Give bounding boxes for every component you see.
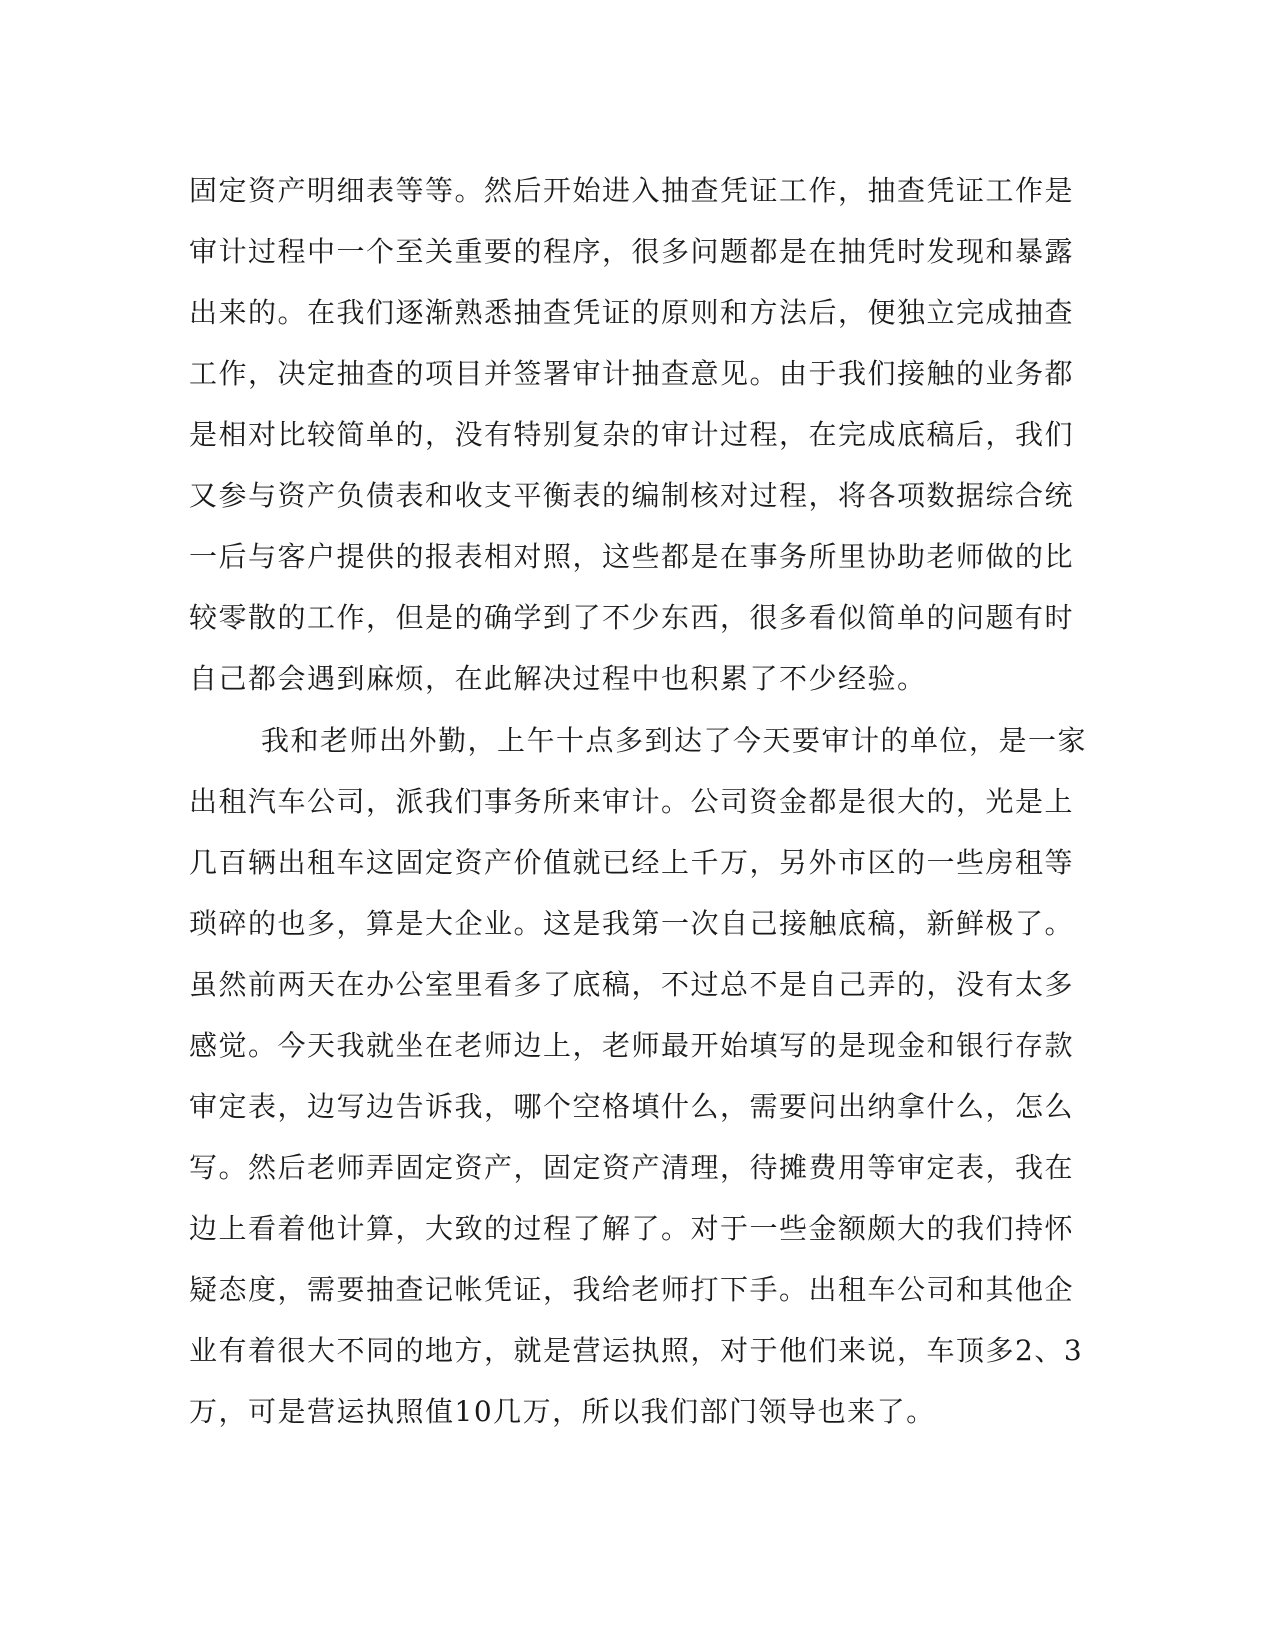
text-line: 感觉。今天我就坐在老师边上，老师最开始填写的是现金和银行存款 <box>189 1029 1075 1062</box>
text-line: 出租汽车公司，派我们事务所来审计。公司资金都是很大的，光是上 <box>189 785 1075 818</box>
text-line: 虽然前两天在办公室里看多了底稿，不过总不是自己弄的，没有太多 <box>189 968 1075 1001</box>
text-line-indented: 我和老师出外勤，上午十点多到达了今天要审计的单位，是一家 <box>261 724 1088 757</box>
text-line: 审定表，边写边告诉我，哪个空格填什么，需要问出纳拿什么，怎么 <box>189 1090 1075 1123</box>
text-line: 一后与客户提供的报表相对照，这些都是在事务所里协助老师做的比 <box>189 540 1075 573</box>
paragraph-1 <box>189 160 1075 709</box>
text-line: 自己都会遇到麻烦，在此解决过程中也积累了不少经验。 <box>189 662 927 695</box>
text-line: 几百辆出租车这固定资产价值就已经上千万，另外市区的一些房租等 <box>189 846 1075 879</box>
text-line: 写。然后老师弄固定资产，固定资产清理，待摊费用等审定表，我在 <box>189 1151 1075 1184</box>
text-line: 又参与资产负债表和收支平衡表的编制核对过程，将各项数据综合统 <box>189 479 1075 512</box>
text-line: 是相对比较简单的，没有特别复杂的审计过程，在完成底稿后，我们 <box>189 418 1075 451</box>
text-line: 工作，决定抽查的项目并签署审计抽查意见。由于我们接触的业务都 <box>189 357 1075 390</box>
text-line: 疑态度，需要抽查记帐凭证，我给老师打下手。出租车公司和其他企 <box>189 1273 1075 1306</box>
text-line: 较零散的工作，但是的确学到了不少东西，很多看似简单的问题有时 <box>189 601 1075 634</box>
text-line: 边上看着他计算，大致的过程了解了。对于一些金额颇大的我们持怀 <box>189 1212 1075 1245</box>
text-line: 固定资产明细表等等。然后开始进入抽查凭证工作，抽查凭证工作是 <box>189 174 1075 207</box>
text-line: 出来的。在我们逐渐熟悉抽查凭证的原则和方法后，便独立完成抽查 <box>189 296 1075 329</box>
text-line: 万，可是营运执照值10几万，所以我们部门领导也来了。 <box>189 1395 936 1428</box>
text-line: 审计过程中一个至关重要的程序，很多问题都是在抽凭时发现和暴露 <box>189 235 1075 268</box>
text-line: 业有着很大不同的地方，就是营运执照，对于他们来说，车顶多2、3 <box>189 1334 1084 1367</box>
text-line: 琐碎的也多，算是大企业。这是我第一次自己接触底稿，新鲜极了。 <box>189 907 1075 940</box>
paragraph-2 <box>189 710 1088 1442</box>
